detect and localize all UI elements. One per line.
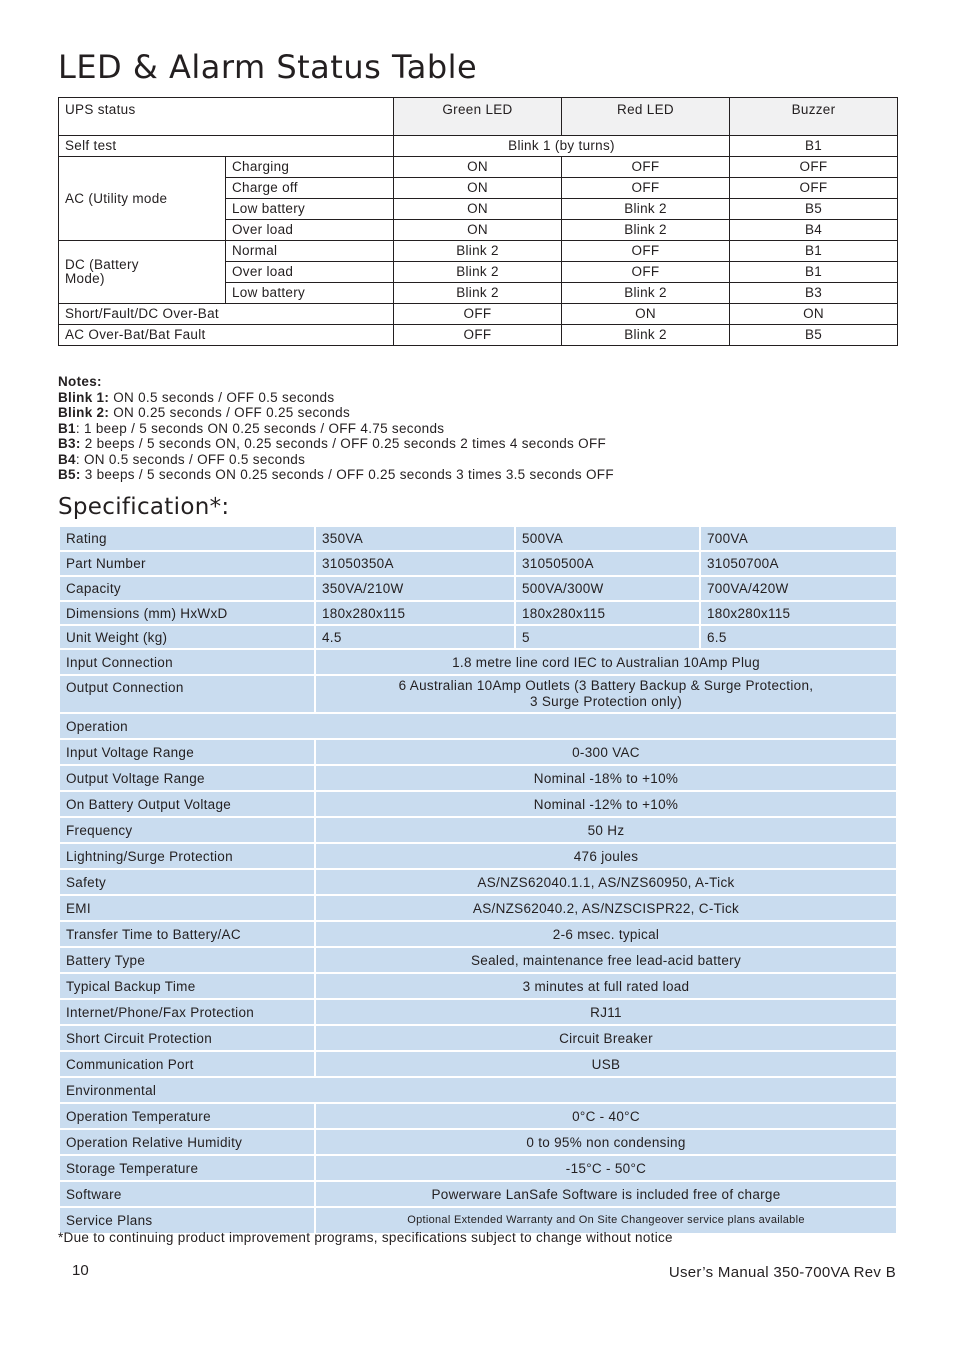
spec-value: 350VA/210W — [315, 576, 515, 601]
table-row — [59, 869, 897, 895]
mode-label — [59, 241, 226, 304]
spec-value: -15°C - 50°C — [315, 1155, 897, 1181]
table-row — [59, 1103, 897, 1129]
spec-label: Part Number — [59, 551, 315, 576]
spec-value: Nominal -12% to +10% — [315, 791, 897, 817]
spec-value: AS/NZS62040.2, AS/NZSCISPR22, C-Tick — [315, 895, 897, 921]
section-heading-operation: Operation — [59, 713, 897, 739]
buzzer-value: OFF — [730, 178, 898, 199]
buzzer-value: B4 — [730, 220, 898, 241]
table-row — [59, 157, 898, 178]
table-row — [59, 601, 897, 625]
note-term: B3: — [58, 436, 81, 451]
table-row — [59, 576, 897, 601]
spec-value: 500VA — [515, 526, 700, 551]
spec-label: Rating — [59, 526, 315, 551]
buzzer-value: B3 — [730, 283, 898, 304]
table-row — [59, 765, 897, 791]
spec-value: 700VA — [700, 526, 897, 551]
spec-label: Input Voltage Range — [59, 739, 315, 765]
note-term: B4 — [58, 451, 76, 467]
note-text: ON 0.25 seconds / OFF 0.25 seconds — [109, 405, 351, 420]
spec-label: Capacity — [59, 576, 315, 601]
spec-label: Lightning/Surge Protection — [59, 843, 315, 869]
condition-label: Charge off — [226, 178, 394, 199]
spec-value — [315, 675, 897, 713]
header-ups-status: UPS status — [59, 98, 394, 136]
page-number: 10 — [72, 1262, 89, 1279]
red-led-value: OFF — [562, 262, 730, 283]
green-led-value: OFF — [394, 304, 562, 325]
spec-value: USB — [315, 1051, 897, 1077]
note-item — [58, 405, 614, 421]
table-row — [59, 551, 897, 576]
spec-value: 350VA — [315, 526, 515, 551]
mode-label-line1: DC (Battery — [65, 257, 139, 272]
spec-value: 180x280x115 — [515, 601, 700, 625]
table-row — [59, 817, 897, 843]
spec-value: 31050700A — [700, 551, 897, 576]
spec-value: Sealed, maintenance free lead-acid battery — [315, 947, 897, 973]
condition-label: Low battery — [226, 199, 394, 220]
spec-value: 180x280x115 — [315, 601, 515, 625]
header-red-led: Red LED — [562, 98, 730, 136]
table-row — [59, 947, 897, 973]
red-led-value: Blink 2 — [562, 283, 730, 304]
green-led-value: ON — [394, 157, 562, 178]
spec-label: Unit Weight (kg) — [59, 625, 315, 649]
red-led-value: ON — [562, 304, 730, 325]
note-item — [58, 467, 614, 483]
table-row — [59, 241, 898, 262]
condition-label: Low battery — [226, 283, 394, 304]
buzzer-value: ON — [730, 304, 898, 325]
condition-label: Over load — [226, 262, 394, 283]
status-label: Self test — [59, 136, 394, 157]
buzzer-value: B5 — [730, 325, 898, 346]
led-value: Blink 1 (by turns) — [394, 136, 730, 157]
status-label: AC Over-Bat/Bat Fault — [59, 325, 394, 346]
condition-label: Over load — [226, 220, 394, 241]
table-row — [59, 649, 897, 675]
spec-value: 4.5 — [315, 625, 515, 649]
spec-value: 2-6 msec. typical — [315, 921, 897, 947]
specification-table — [58, 525, 898, 1235]
specification-title: Specification*: — [58, 494, 230, 520]
spec-label: On Battery Output Voltage — [59, 791, 315, 817]
spec-label: Output Voltage Range — [59, 765, 315, 791]
spec-value: 6.5 — [700, 625, 897, 649]
spec-value: Circuit Breaker — [315, 1025, 897, 1051]
buzzer-value: B1 — [730, 241, 898, 262]
spec-value: 5 — [515, 625, 700, 649]
table-row — [59, 325, 898, 346]
green-led-value: Blink 2 — [394, 262, 562, 283]
condition-label: Charging — [226, 157, 394, 178]
note-term: B1 — [58, 420, 76, 436]
mode-label-line2: Mode) — [65, 271, 105, 286]
note-item — [58, 436, 614, 452]
spec-label: Operation Temperature — [59, 1103, 315, 1129]
buzzer-value: B5 — [730, 199, 898, 220]
spec-label: Internet/Phone/Fax Protection — [59, 999, 315, 1025]
note-term: Blink 1: — [58, 389, 110, 405]
footnote: *Due to continuing product improvement programs, specifications subject to change without notice — [58, 1230, 673, 1245]
header-buzzer: Buzzer — [730, 98, 898, 136]
note-item — [58, 452, 614, 468]
table-row — [59, 1129, 897, 1155]
table-row — [59, 843, 897, 869]
spec-label: Short Circuit Protection — [59, 1025, 315, 1051]
red-led-value: Blink 2 — [562, 325, 730, 346]
table-row — [59, 136, 898, 157]
buzzer-value: OFF — [730, 157, 898, 178]
table-row — [59, 999, 897, 1025]
table-header-row — [59, 98, 898, 136]
spec-label: Communication Port — [59, 1051, 315, 1077]
table-row — [59, 526, 897, 551]
mode-label: AC (Utility mode — [59, 157, 226, 241]
green-led-value: OFF — [394, 325, 562, 346]
spec-value: Nominal -18% to +10% — [315, 765, 897, 791]
table-row — [59, 1155, 897, 1181]
spec-label: Frequency — [59, 817, 315, 843]
spec-label: EMI — [59, 895, 315, 921]
spec-label: Operation Relative Humidity — [59, 1129, 315, 1155]
spec-value: 180x280x115 — [700, 601, 897, 625]
red-led-value: OFF — [562, 241, 730, 262]
note-text: ON 0.5 seconds / OFF 0.5 seconds — [109, 389, 335, 405]
table-row — [59, 1181, 897, 1207]
status-label: Short/Fault/DC Over-Bat — [59, 304, 394, 325]
notes-heading: Notes: — [58, 374, 102, 389]
table-row — [59, 304, 898, 325]
table-row — [59, 739, 897, 765]
manual-name: User’s Manual 350-700VA Rev B — [668, 1264, 896, 1281]
red-led-value: Blink 2 — [562, 220, 730, 241]
table-row — [59, 675, 897, 713]
spec-label: Battery Type — [59, 947, 315, 973]
table-row — [59, 921, 897, 947]
spec-label: Service Plans — [59, 1207, 315, 1234]
spec-label: Software — [59, 1181, 315, 1207]
green-led-value: ON — [394, 199, 562, 220]
green-led-value: ON — [394, 220, 562, 241]
red-led-value: OFF — [562, 178, 730, 199]
table-row — [59, 1051, 897, 1077]
section-heading-environmental: Environmental — [59, 1077, 897, 1103]
spec-value: 0°C - 40°C — [315, 1103, 897, 1129]
green-led-value: Blink 2 — [394, 241, 562, 262]
spec-label: Dimensions (mm) HxWxD — [59, 601, 315, 625]
spec-value: RJ11 — [315, 999, 897, 1025]
header-green-led: Green LED — [394, 98, 562, 136]
condition-label: Normal — [226, 241, 394, 262]
table-row — [59, 791, 897, 817]
led-alarm-status-table — [58, 97, 898, 346]
note-text: 3 beeps / 5 seconds ON 0.25 seconds / OFF 0.25 seconds 3 times 3.5 seconds OFF — [80, 467, 614, 482]
spec-value: 476 joules — [315, 843, 897, 869]
note-text: : 1 beep / 5 seconds ON 0.25 seconds / OFF 4.75 seconds — [75, 420, 445, 436]
note-text: 2 beeps / 5 seconds ON, 0.25 seconds / OFF 0.25 seconds 2 times 4 seconds OFF — [80, 436, 607, 451]
table-row — [59, 625, 897, 649]
green-led-value: ON — [394, 178, 562, 199]
spec-value: 500VA/300W — [515, 576, 700, 601]
spec-label: Input Connection — [59, 649, 315, 675]
spec-value: 31050500A — [515, 551, 700, 576]
notes-section — [58, 374, 614, 483]
spec-label: Storage Temperature — [59, 1155, 315, 1181]
section-heading-row — [59, 1077, 897, 1103]
note-item — [58, 421, 614, 437]
spec-value: Powerware LanSafe Software is included free of charge — [315, 1181, 897, 1207]
red-led-value: OFF — [562, 157, 730, 178]
spec-label: Output Connection — [59, 675, 315, 713]
green-led-value: Blink 2 — [394, 283, 562, 304]
spec-label: Typical Backup Time — [59, 973, 315, 999]
red-led-value: Blink 2 — [562, 199, 730, 220]
spec-value: 0 to 95% non condensing — [315, 1129, 897, 1155]
table-row — [59, 973, 897, 999]
note-term: B5: — [58, 467, 81, 482]
spec-value: Optional Extended Warranty and On Site Changeover service plans available — [315, 1207, 897, 1234]
spec-value: AS/NZS62040.1.1, AS/NZS60950, A-Tick — [315, 869, 897, 895]
spec-value: 700VA/420W — [700, 576, 897, 601]
page-title: LED & Alarm Status Table — [58, 48, 478, 86]
buzzer-value: B1 — [730, 262, 898, 283]
table-row — [59, 895, 897, 921]
buzzer-value: B1 — [730, 136, 898, 157]
spec-value: 3 minutes at full rated load — [315, 973, 897, 999]
spec-value: 31050350A — [315, 551, 515, 576]
section-heading-row — [59, 713, 897, 739]
table-row — [59, 1025, 897, 1051]
spec-label: Safety — [59, 869, 315, 895]
note-text: : ON 0.5 seconds / OFF 0.5 seconds — [75, 451, 306, 467]
spec-label: Transfer Time to Battery/AC — [59, 921, 315, 947]
spec-value-line2: 3 Surge Protection only) — [529, 694, 683, 709]
note-term: Blink 2: — [58, 405, 110, 420]
spec-value-line1: 6 Australian 10Amp Outlets (3 Battery Backup & Surge Protection, — [398, 678, 814, 693]
spec-value: 1.8 metre line cord IEC to Australian 10Amp Plug — [315, 649, 897, 675]
spec-value: 50 Hz — [315, 817, 897, 843]
note-item — [58, 390, 614, 406]
spec-value: 0-300 VAC — [315, 739, 897, 765]
